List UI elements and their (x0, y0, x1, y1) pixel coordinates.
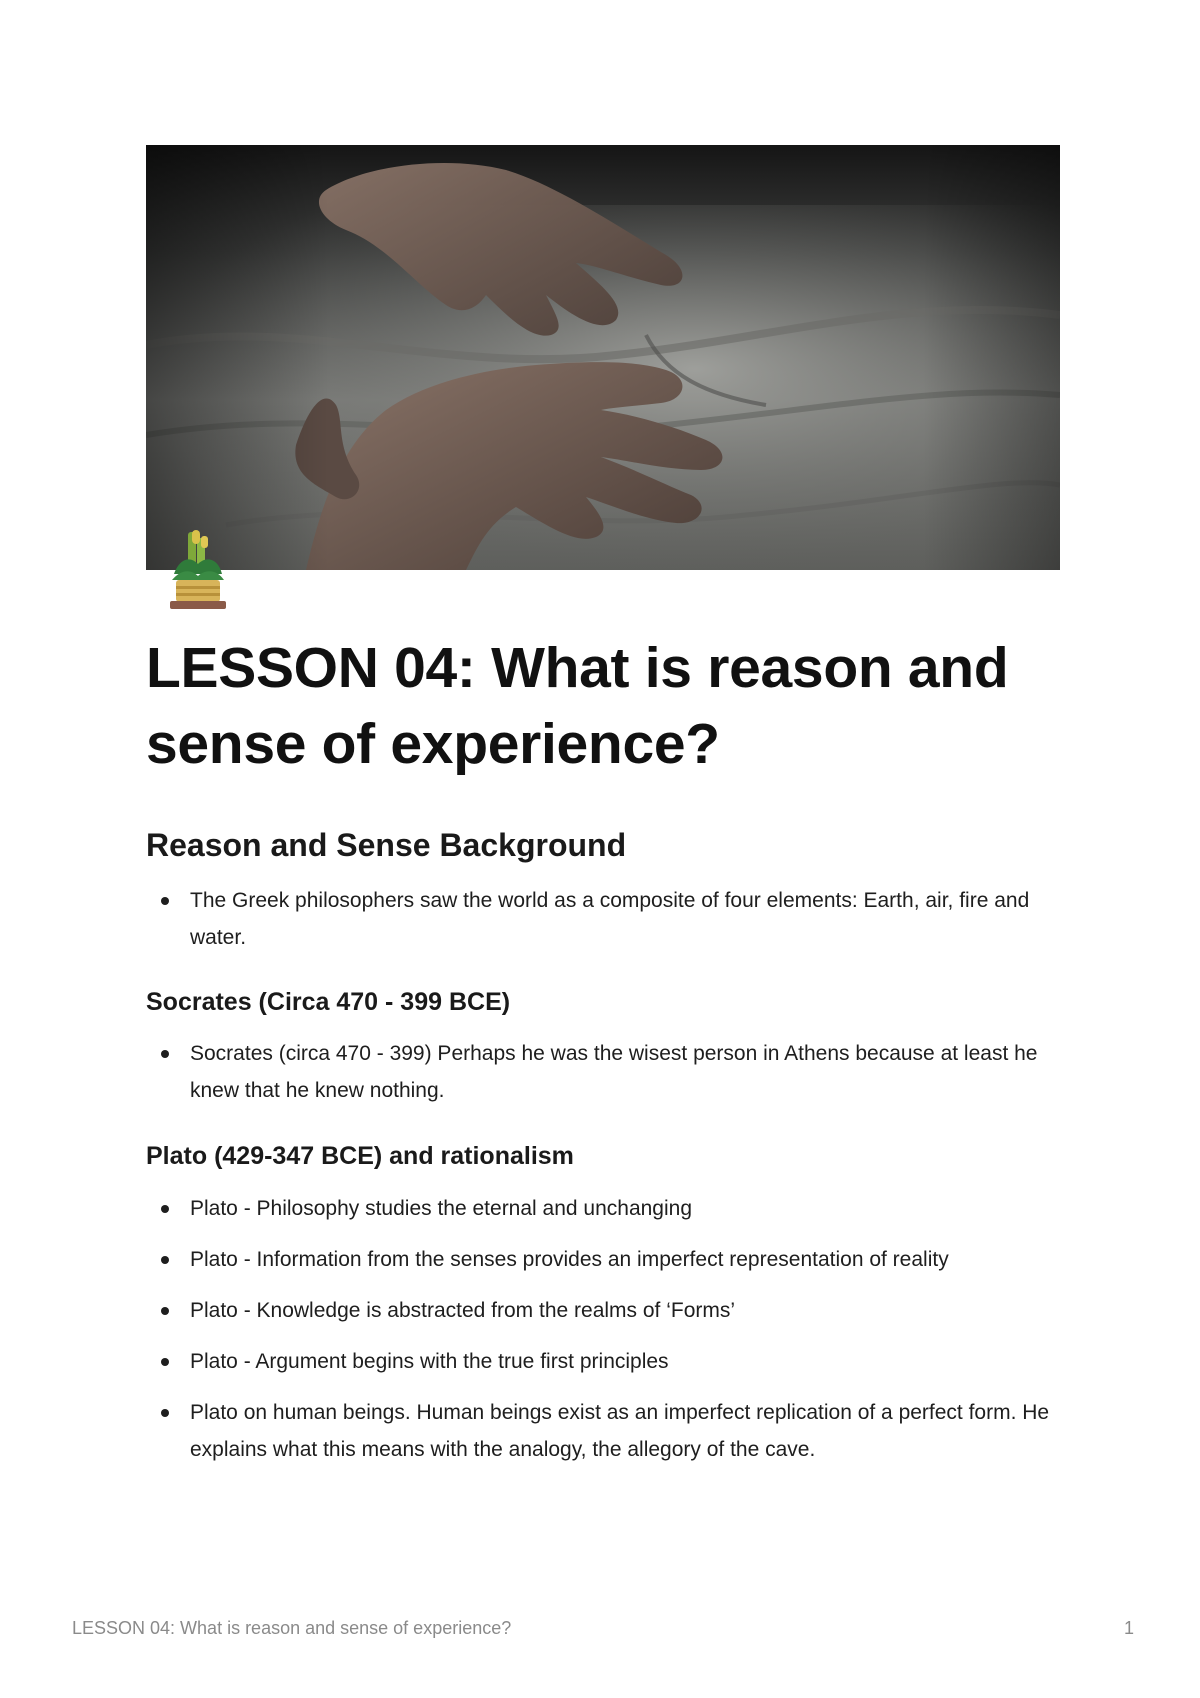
cover-image (146, 145, 1060, 570)
list-item: Plato - Philosophy studies the eternal and unchanging (146, 1190, 1066, 1227)
cover-photo (146, 145, 1060, 570)
list-item: Plato on human beings. Human beings exist as an imperfect replication of a perfect form. He explains what this means with the analogy, the allegory of the cave. (146, 1394, 1066, 1468)
bullet-list-plato (146, 1190, 1066, 1468)
bullet-list-socrates (146, 1035, 1066, 1109)
section-heading-socrates: Socrates (Circa 470 - 399 BCE) (146, 988, 511, 1016)
list-item: Socrates (circa 470 - 399) Perhaps he was the wisest person in Athens because at least he knew that he knew nothing. (146, 1035, 1066, 1109)
bullet-list-background (146, 882, 1066, 956)
kadomatsu-icon (168, 528, 228, 610)
list-item: Plato - Information from the senses provides an imperfect representation of reality (146, 1241, 1066, 1278)
list-item: The Greek philosophers saw the world as a composite of four elements: Earth, air, fire and water. (146, 882, 1066, 956)
footer-title: LESSON 04: What is reason and sense of experience? (72, 1618, 512, 1638)
list-item: Plato - Argument begins with the true first principles (146, 1343, 1066, 1380)
page-number: 1 (1123, 1618, 1134, 1638)
section-heading-background: Reason and Sense Background (146, 827, 627, 863)
section-heading-plato: Plato (429-347 BCE) and rationalism (146, 1142, 574, 1170)
page-title: LESSON 04: What is reason and sense of experience? (146, 636, 1009, 776)
list-item: Plato - Knowledge is abstracted from the realms of ‘Forms’ (146, 1292, 1066, 1329)
